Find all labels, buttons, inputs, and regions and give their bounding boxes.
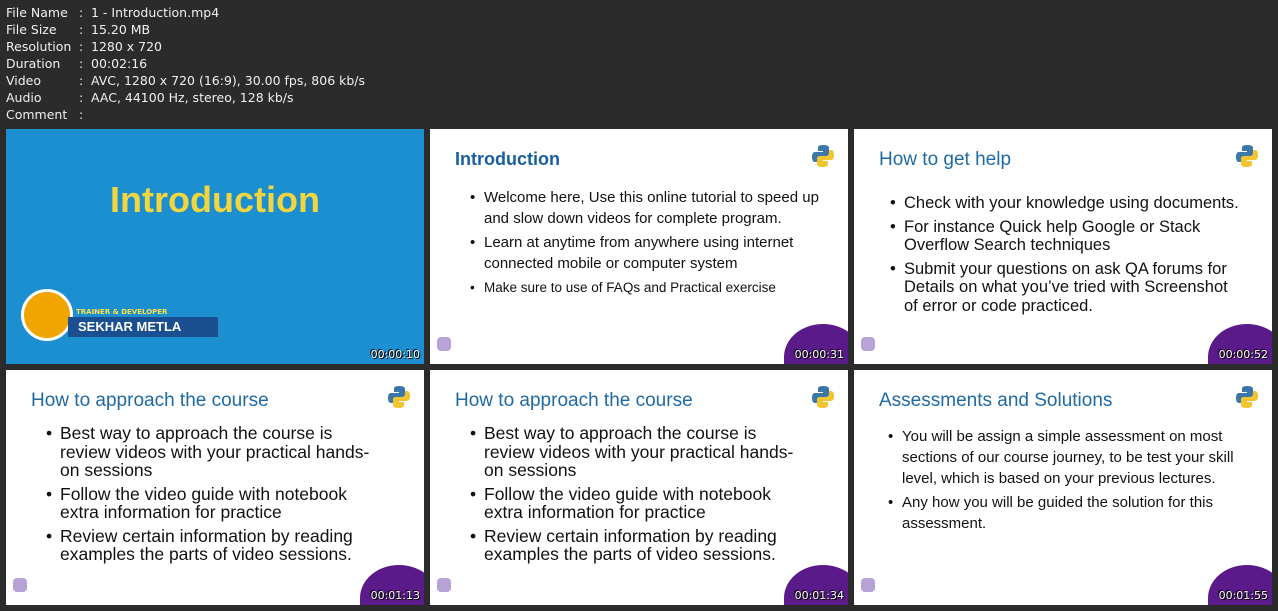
list-item: • Best way to approach the course is review videos with your practical hands-on sessions <box>46 424 386 480</box>
bullet-list <box>470 424 810 569</box>
presenter-avatar <box>21 289 73 341</box>
slide-title: Introduction <box>455 149 560 169</box>
list-item: • Make sure to use of FAQs and Practical exercise <box>470 277 848 298</box>
meta-row-video: Video : AVC, 1280 x 720 (16:9), 30.00 fps, 806 kb/s <box>6 73 366 88</box>
timestamp: 00:01:34 <box>794 589 844 602</box>
python-logo-icon <box>810 384 836 410</box>
meta-row-file-name: File Name : 1 - Introduction.mp4 <box>6 5 220 20</box>
brand-corner-icon <box>860 336 876 352</box>
thumbnail-3[interactable] <box>854 129 1272 364</box>
python-logo-icon <box>810 143 836 169</box>
bullet-list <box>890 194 1240 320</box>
meta-row-comment: Comment : <box>6 107 84 122</box>
presenter-name: SEKHAR METLA <box>78 319 182 334</box>
list-item: • Learn at anytime from anywhere using internet connected mobile or computer system <box>470 232 848 274</box>
bullet-list <box>46 424 386 569</box>
bullet-list <box>888 426 1248 537</box>
thumbnail-2[interactable] <box>430 129 848 364</box>
slide-title: How to get help <box>879 149 1012 170</box>
timestamp: 00:01:55 <box>1218 589 1268 602</box>
meta-row-file-size: File Size : 15.20 MB <box>6 22 151 37</box>
timestamp: 00:00:31 <box>794 348 844 361</box>
intro-title: Introduction <box>110 179 320 220</box>
list-item: • Best way to approach the course is review videos with your practical hands-on sessions <box>470 424 810 480</box>
brand-corner-icon <box>436 336 452 352</box>
python-logo-icon <box>1234 384 1260 410</box>
timestamp: 00:00:10 <box>370 348 420 361</box>
slide-title: How to approach the course <box>455 390 693 411</box>
list-item: • Follow the video guide with notebook extra information for practice <box>470 485 810 522</box>
list-item: • For instance Quick help Google or Stack Overflow Search techniques <box>890 218 1240 255</box>
timestamp: 00:00:52 <box>1218 348 1268 361</box>
list-item: • Check with your knowledge using documents. <box>890 194 1240 213</box>
brand-corner-icon <box>860 577 876 593</box>
thumbnail-6[interactable] <box>854 370 1272 605</box>
list-item: • Any how you will be guided the solution for this assessment. <box>888 492 1248 534</box>
meta-row-duration: Duration : 00:02:16 <box>6 56 148 71</box>
list-item: • Submit your questions on ask QA forums for Details on what you’ve tried with Screenshot of error or code practiced. <box>890 260 1240 316</box>
bullet-list <box>470 187 848 301</box>
python-logo-icon <box>386 384 412 410</box>
meta-row-audio: Audio : AAC, 44100 Hz, stereo, 128 kb/s <box>6 90 294 105</box>
list-item: • Follow the video guide with notebook extra information for practice <box>46 485 386 522</box>
thumbnail-1[interactable] <box>6 129 424 364</box>
thumbnail-5[interactable] <box>430 370 848 605</box>
list-item: • Welcome here, Use this online tutorial to speed up and slow down videos for complete program. <box>470 187 848 229</box>
presenter-role: TRAINER & DEVELOPER <box>76 308 168 316</box>
python-logo-icon <box>1234 143 1260 169</box>
slide-title: How to approach the course <box>31 390 269 411</box>
brand-corner-icon <box>12 577 28 593</box>
brand-corner-icon <box>436 577 452 593</box>
list-item: • Review certain information by reading examples the parts of video sessions. <box>470 527 810 564</box>
timestamp: 00:01:13 <box>370 589 420 602</box>
list-item: • Review certain information by reading examples the parts of video sessions. <box>46 527 386 564</box>
file-metadata <box>6 4 365 123</box>
list-item: • You will be assign a simple assessment on most sections of our course journey, to be test your skill level, which is based on your previous lectures. <box>888 426 1248 489</box>
thumbnail-4[interactable] <box>6 370 424 605</box>
meta-row-resolution: Resolution : 1280 x 720 <box>6 39 163 54</box>
slide-title: Assessments and Solutions <box>879 390 1113 411</box>
